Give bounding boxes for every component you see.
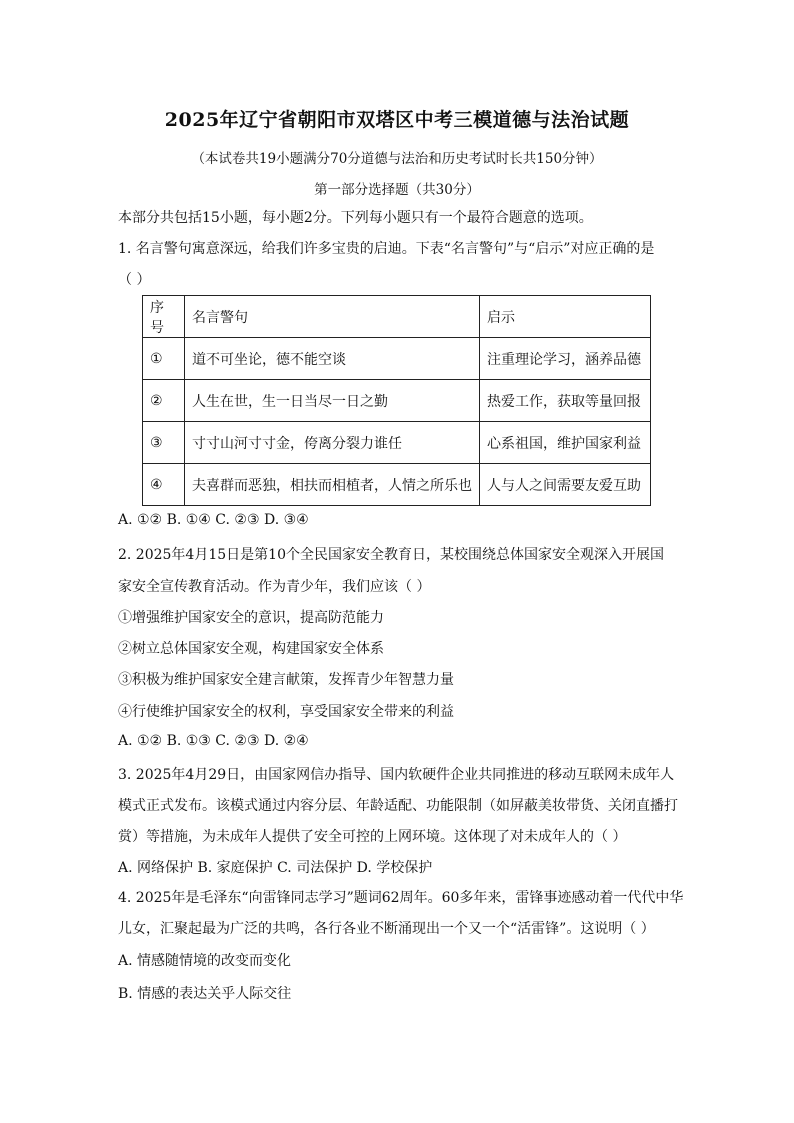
exam-subtitle: （本试卷共19小题满分70分道德与法治和历史考试时长共150分钟） xyxy=(191,151,603,167)
part-heading: 第一部分选择题（共30分） xyxy=(314,182,480,198)
section-instructions: 本部分共包括15小题，每小题2分。下列每小题只有一个最符合题意的选项。 xyxy=(118,210,593,226)
q1-stem-line2: （ ） xyxy=(118,272,151,288)
table-header-cell: 名言警句 xyxy=(185,296,480,338)
q2-stem-line1: 2. 2025年4月15日是第10个全民国家安全教育日，某校围绕总体国家安全观深入开展国 xyxy=(118,547,664,563)
table-cell: 人与人之间需要友爱互助 xyxy=(480,464,651,506)
table-header-cell: 序号 xyxy=(143,296,185,338)
table-row xyxy=(143,380,651,422)
table-header-row xyxy=(143,296,651,338)
q2-item: ④行使维护国家安全的权利，享受国家安全带来的利益 xyxy=(118,704,454,720)
table-row xyxy=(143,338,651,380)
q2-item: ①增强维护国家安全的意识，提高防范能力 xyxy=(118,610,384,626)
table-cell: 寸寸山河寸寸金，侉离分裂力谁任 xyxy=(185,422,480,464)
table-cell: ② xyxy=(143,380,185,422)
table-cell: 热爱工作，获取等量回报 xyxy=(480,380,651,422)
q4-stem-line1: 4. 2025年是毛泽东“向雷锋同志学习”题词62周年。60多年来，雷锋事迹感动着一代代中华 xyxy=(118,890,684,906)
table-cell: ③ xyxy=(143,422,185,464)
table-cell: ④ xyxy=(143,464,185,506)
q2-stem-line2: 家安全宣传教育活动。作为青少年，我们应该（ ） xyxy=(118,579,431,595)
q3-stem-line2: 模式正式发布。该模式通过内容分层、年龄适配、功能限制（如屏蔽美妆带货、关闭直播打 xyxy=(118,798,678,814)
table-cell: ① xyxy=(143,338,185,380)
q3-stem-line3: 赏）等措施，为未成年人提供了安全可控的上网环境。这体现了对未成年人的（ ） xyxy=(118,829,627,845)
table-row xyxy=(143,464,651,506)
exam-title: 2025年辽宁省朝阳市双塔区中考三模道德与法治试题 xyxy=(164,109,630,131)
table-cell: 注重理论学习，涵养品德 xyxy=(480,338,651,380)
q4-stem-line2: 儿女，汇聚起最为广泛的共鸣，各行各业不断涌现出一个又一个“活雷锋”。这说明（ ） xyxy=(118,921,655,937)
table-row xyxy=(143,422,651,464)
q2-item: ②树立总体国家安全观，构建国家安全体系 xyxy=(118,641,384,657)
q2-options: A. ①② B. ①③ C. ②③ D. ②④ xyxy=(118,733,309,749)
q3-options: A. 网络保护 B. 家庭保护 C. 司法保护 D. 学校保护 xyxy=(118,860,433,876)
table-cell: 道不可坐论，德不能空谈 xyxy=(185,338,480,380)
q3-stem-line1: 3. 2025年4月29日，由国家网信办指导、国内软硬件企业共同推进的移动互联网未成年人 xyxy=(118,767,675,783)
q1-table xyxy=(142,295,651,506)
table-cell: 心系祖国，维护国家利益 xyxy=(480,422,651,464)
q4-option-b: B. 情感的表达关乎人际交往 xyxy=(118,986,292,1002)
table-cell: 夫喜群而恶独，相扶而相植者，人情之所乐也 xyxy=(185,464,480,506)
q2-item: ③积极为维护国家安全建言献策，发挥青少年智慧力量 xyxy=(118,672,454,688)
table-header-cell: 启示 xyxy=(480,296,651,338)
q4-option-a: A. 情感随情境的改变而变化 xyxy=(118,953,292,969)
q1-options: A. ①② B. ①④ C. ②③ D. ③④ xyxy=(118,512,309,528)
table-cell: 人生在世，生一日当尽一日之勤 xyxy=(185,380,480,422)
q1-stem-line1: 1. 名言警句寓意深远，给我们许多宝贵的启迪。下表“名言警句”与“启示”对应正确的是 xyxy=(118,241,655,257)
